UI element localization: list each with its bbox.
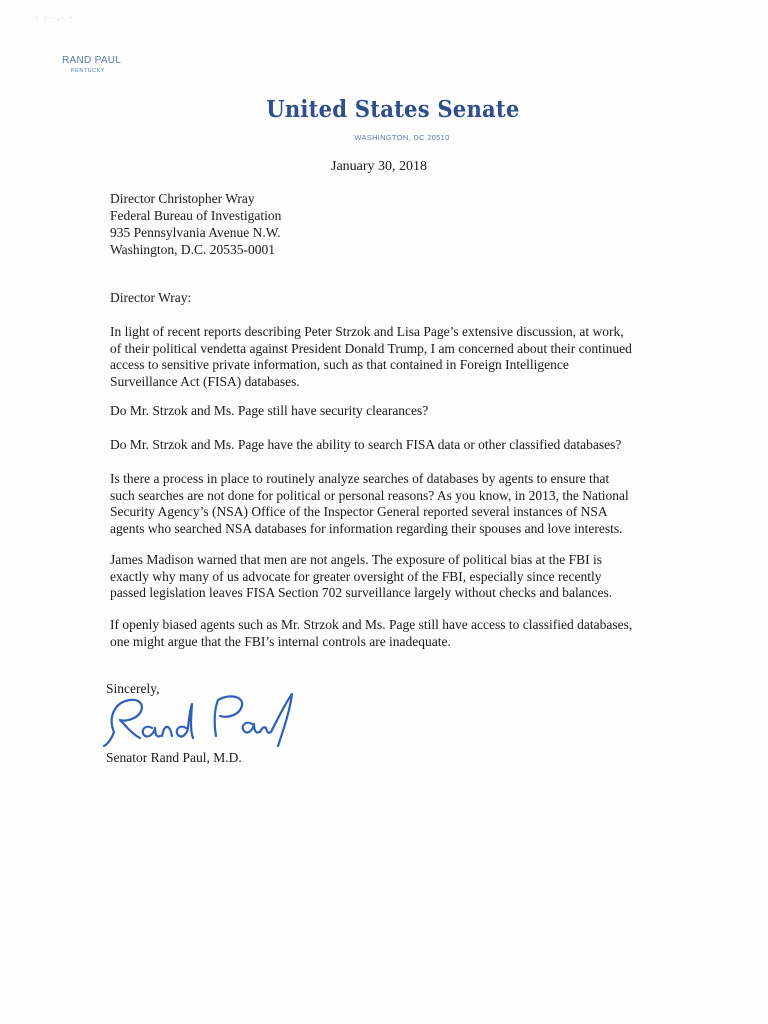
paragraph-line: Surveillance Act (FISA) databases. — [110, 373, 300, 389]
letter-date: January 30, 2018 — [331, 159, 428, 174]
paragraph-line: James Madison warned that men are not angels. The exposure of political bias at the FBI is — [110, 552, 603, 567]
recipient-address-block — [110, 190, 281, 258]
recipient-line: Washington, D.C. 20535-0001 — [110, 242, 276, 257]
letterhead-address — [0, 133, 768, 142]
recipient-line: 935 Pennsylvania Avenue N.W. — [110, 225, 281, 240]
letterhead-address-text: WASHINGTON, DC 20510 — [354, 133, 450, 142]
body-paragraph-5 — [110, 552, 670, 602]
handwritten-signature — [100, 688, 300, 754]
paragraph-line: In light of recent reports describing Peter Strzok and Lisa Page’s extensive discussion, at work, — [110, 324, 624, 339]
paragraph-line: Do Mr. Strzok and Ms. Page have the ability to search FISA data or other classified databases? — [110, 437, 622, 452]
paragraph-line: passed legislation leaves FISA Section 702 surveillance largely without checks and balances. — [110, 585, 613, 600]
closing: Sincerely, — [106, 681, 160, 696]
recipient-line: Federal Bureau of Investigation — [110, 208, 282, 223]
paragraph-line: of their political vendetta against President Donald Trump, I am concerned about their continued — [110, 340, 632, 356]
body-paragraph-4 — [110, 471, 670, 537]
paragraph-line: Security Agency’s (NSA) Office of the Inspector General reported several instances of NSA — [110, 504, 608, 519]
paragraph-line: exactly why many of us advocate for greater oversight of the FBI, especially since recently — [110, 568, 602, 584]
senator-name: RAND PAUL — [62, 55, 122, 66]
letterhead-title-text: United States Senate — [266, 96, 520, 123]
scan-marks: · · ·.· · — [36, 14, 75, 22]
body-paragraph-2 — [110, 403, 670, 420]
signed-name: Senator Rand Paul, M.D. — [106, 750, 242, 765]
body-paragraph-6 — [110, 617, 670, 650]
paragraph-line: If openly biased agents such as Mr. Strzok and Ms. Page still have access to classified databases, — [110, 617, 633, 632]
body-paragraph-1 — [110, 324, 670, 390]
paragraph-line: such searches are not done for political or personal reasons? As you know, in 2013, the National — [110, 487, 629, 503]
body-paragraph-3 — [110, 437, 670, 454]
paragraph-line: access to sensitive private information, such as that contained in Foreign Intelligence — [110, 357, 569, 372]
paragraph-line: Do Mr. Strzok and Ms. Page still have security clearances? — [110, 403, 429, 418]
salutation: Director Wray: — [110, 290, 192, 305]
paragraph-line: agents who searched NSA databases for information regarding their spouses and love interests. — [110, 520, 623, 536]
paragraph-line: Is there a process in place to routinely analyze searches of databases by agents to ensure that — [110, 471, 610, 486]
senator-state: KENTUCKY — [71, 68, 105, 74]
recipient-line: Director Christopher Wray — [110, 191, 255, 206]
paragraph-line: one might argue that the FBI’s internal controls are inadequate. — [110, 633, 451, 649]
letterhead-title — [0, 96, 768, 123]
